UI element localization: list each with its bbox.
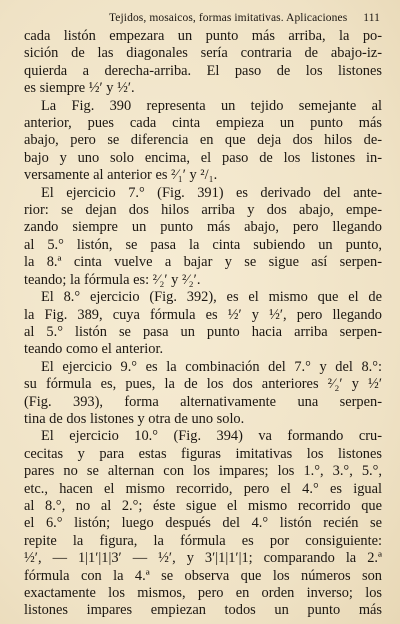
text-line: (Fig. 393), forma alternativamente una serpen- [24,393,382,410]
text-line: exactamente los mismos, pero en orden inverso; los [24,585,382,601]
text-line: zando siempre un punto más abajo, pero llegando [24,219,382,236]
text-line: El ejercicio 7.° (Fig. 391) es derivado del ante- [41,184,382,201]
text-line: ½′, — 1|1′|1|3′ — ½′, y 3′|1|1′|1; comparando la 2.ª [24,550,382,567]
page-number: 111 [363,12,380,24]
text-line: versamente al anterior es ²⁄₁′ y ²/₁. [24,167,218,184]
text-line: al 5.° listón, se pasa la cinta subiendo un punto, [24,236,382,253]
running-head [24,8,382,28]
text-line: el 6.° listón; luego después del 4.° listón recién se [24,515,382,532]
text-line: bajo y uno solo encima, el paso de los listones in- [24,149,382,166]
text-line: sición de las diagonales sería contraria de abajo-iz- [24,45,382,62]
text-line: La Fig. 390 representa un tejido semejante al [41,97,382,114]
text-line: al 5.° listón se pasa un punto hacia arriba serpen- [24,323,382,340]
text-line: teando como el anterior. [24,341,164,358]
text-line: El ejercicio 10.° (Fig. 394) va formando cru- [41,428,382,445]
text-line: El ejercicio 9.° es la combinación del 7.° y del 8.°: [41,358,382,375]
text-line: cecitas y para estas figuras imitativas los listones [24,445,382,462]
running-head-title: Tejidos, mosaicos, formas imitativas. Aplicaciones [108,12,348,24]
text-line: anterior, pues cada cinta empieza un punto más [24,115,382,132]
text-line: listones impares empiezan todos un punto más [24,602,382,619]
text-line: tina de dos listones y otra de uno solo. [24,410,245,427]
text-line: repite la figura, la fórmula es por consiguiente: [24,532,382,549]
text-line: fórmula con la 4.ª se observa que los números son [24,567,382,584]
text-line: etc., hacen el mismo recorrido, pero el 4.° es igual [24,480,382,497]
text-line: rior: se dejan dos hilos arriba y dos abajo, empe- [24,202,382,219]
text-line: teando; la fórmula es: ²⁄₂′ y ²⁄₂′. [24,271,201,288]
text-line: abajo, pero se diferencia en que deja dos hilos de- [24,132,382,149]
text-line: la Fig. 389, cuya fórmula es ½′ y ½′, pero llegando [24,306,382,323]
text-line: quierda a derecha-arriba. El paso de los listones [24,62,382,79]
text-line: la 8.ª cinta vuelve a bajar y se sigue así serpen- [24,254,382,271]
text-line: es siempre ½′ y ½′. [24,80,135,97]
text-line: cada listón empezara un punto más arriba, la po- [24,28,382,44]
text-line: al 8.°, no al 2.°; éste sigue el mismo recorrido que [24,497,382,514]
body-text [24,28,382,620]
text-line: pares no se alternan con los impares; los 1.°, 3.°, 5.°, [24,463,382,480]
text-line: El 8.° ejercicio (Fig. 392), es el mismo que el de [41,289,382,306]
text-line: su fórmula es, pues, la de los dos anteriores ²⁄₂′ y ½′ [24,376,382,393]
